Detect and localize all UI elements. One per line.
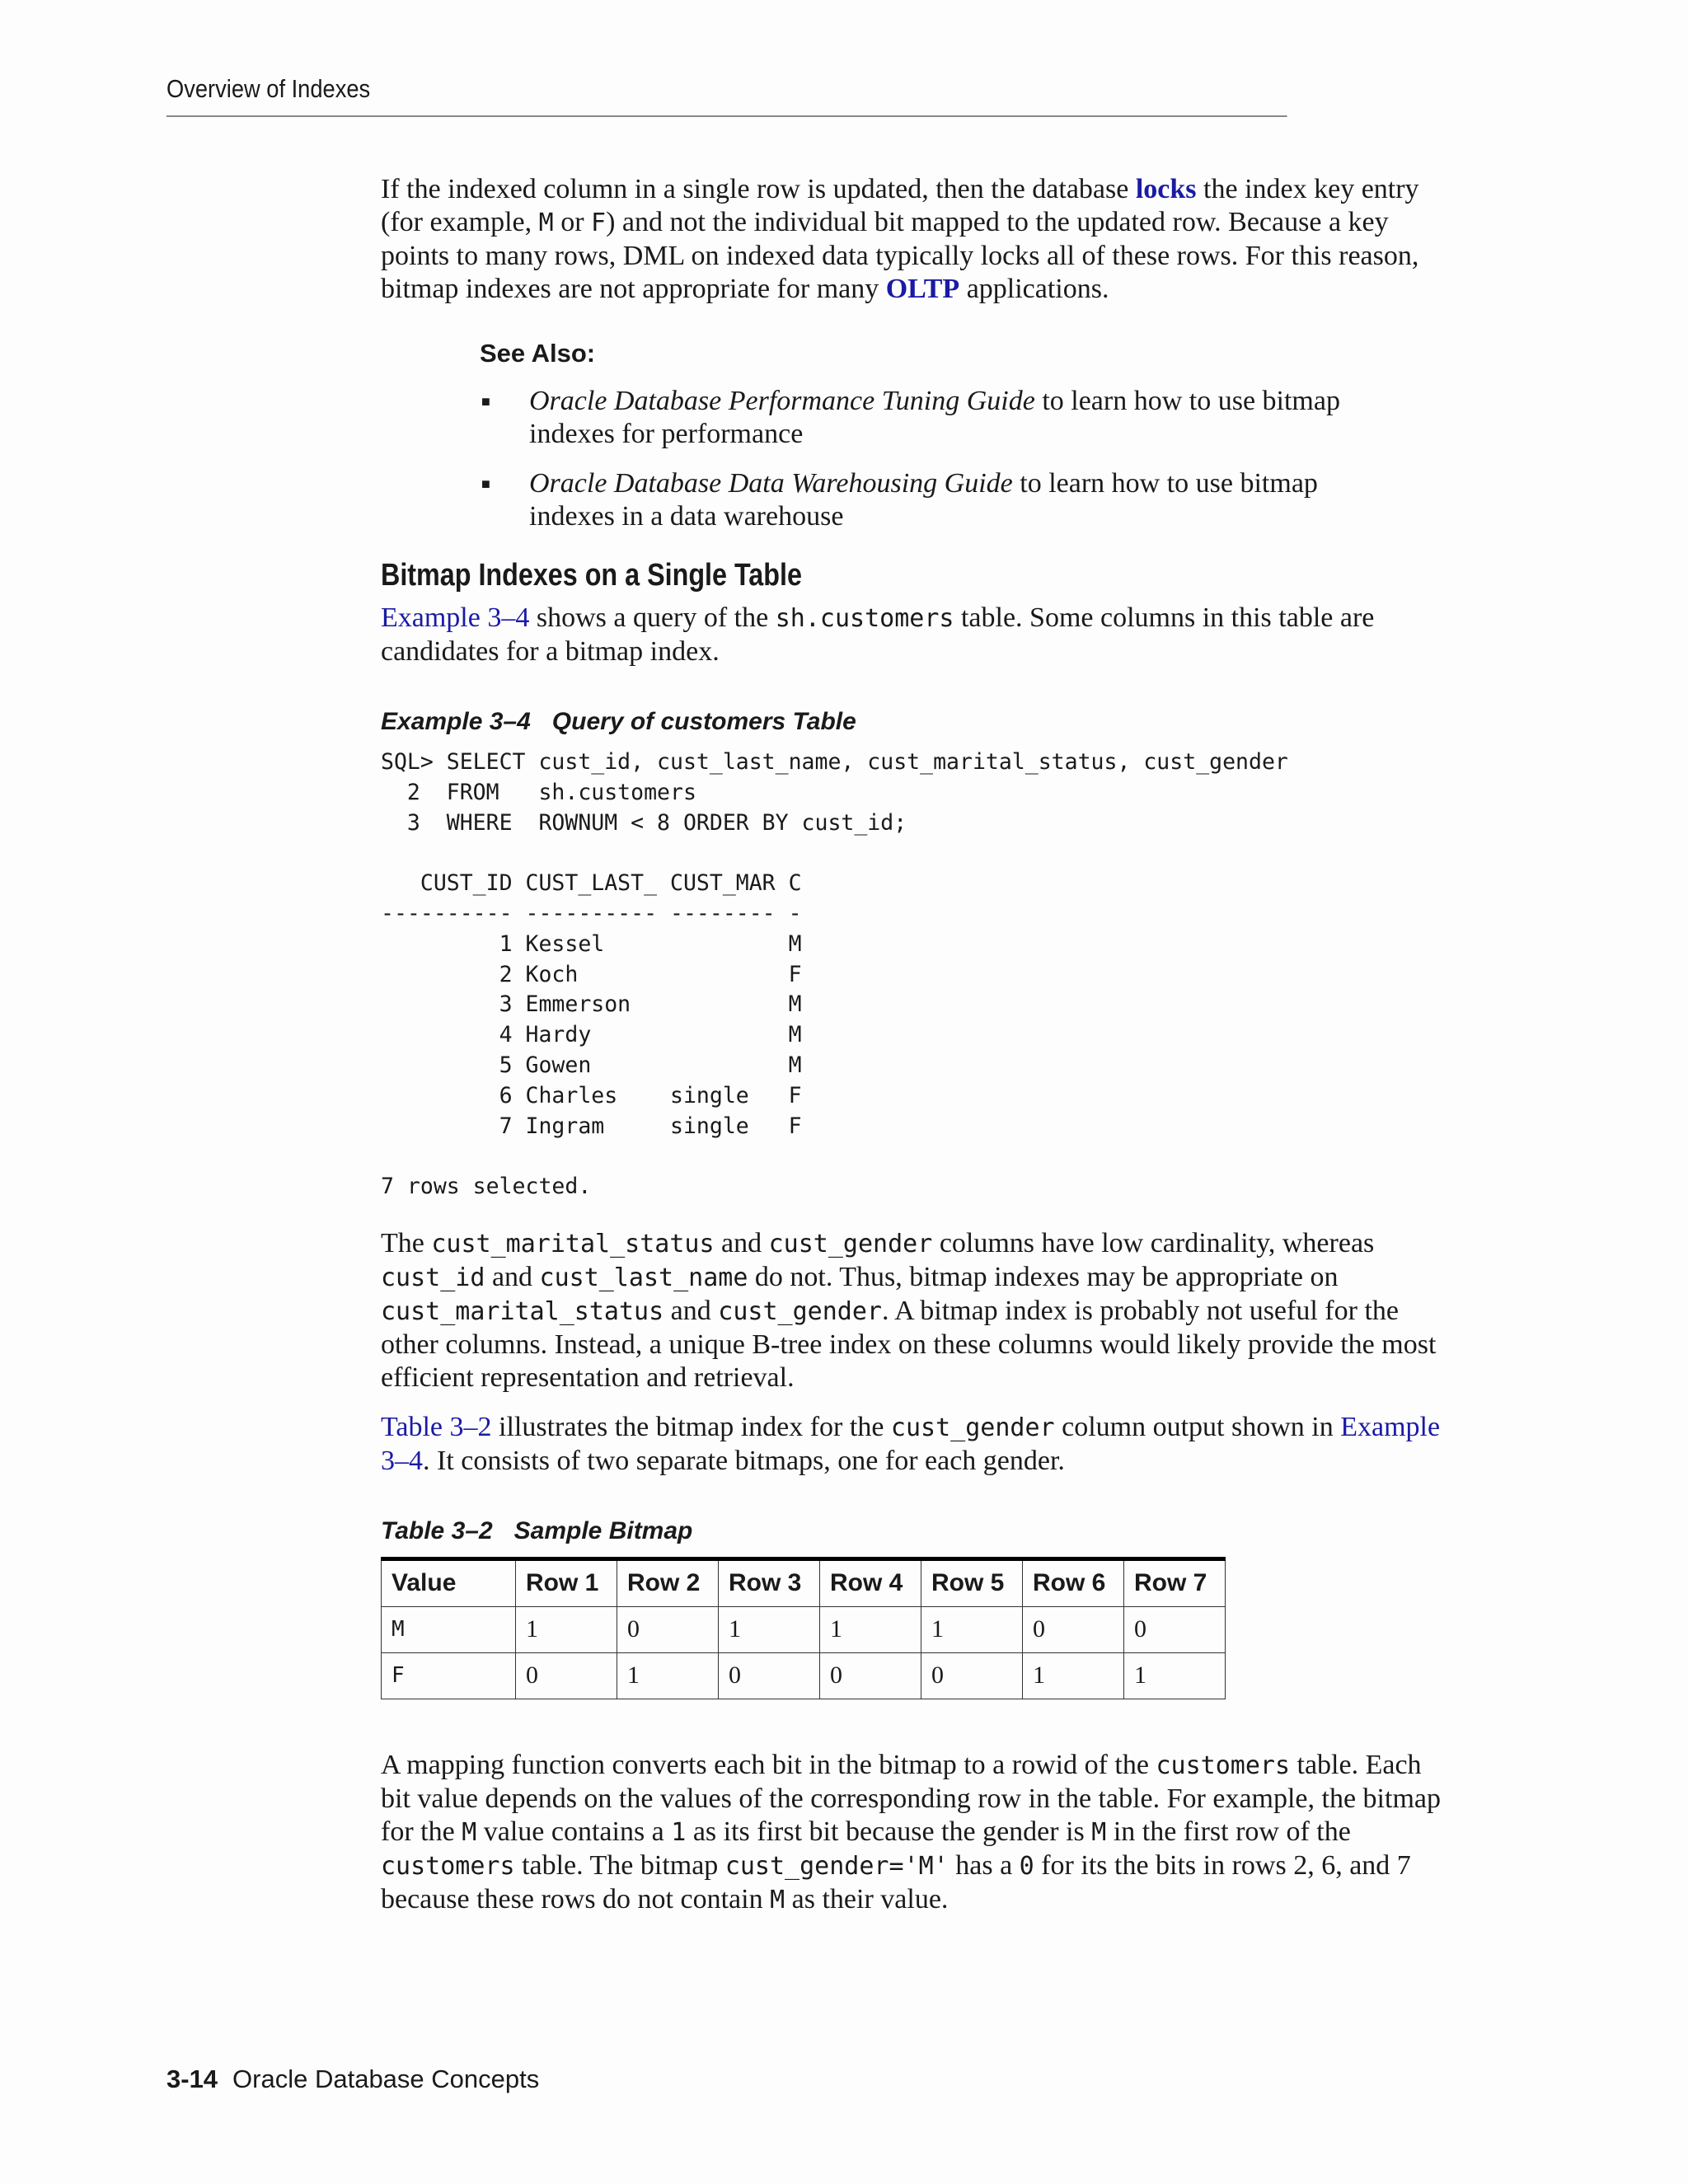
bit-cell: 0 — [617, 1606, 719, 1652]
bit-cell: 1 — [921, 1606, 1023, 1652]
see-also-title[interactable]: Oracle Database Performance Tuning Guide — [529, 386, 1035, 416]
bit-cell: 1 — [1023, 1652, 1124, 1699]
mapping-paragraph: A mapping function converts each bit in the bitmap to a rowid of the customers table. Each bit value depends on the values of the corresponding row in the table. For example, the bitmap for the M value contains a 1 as its first bit because the gender is M in the first row of the customers table. The bitmap cust_gender='M' has a 0 for its the bits in rows 2, 6, and 7 because these rows do not contain M as their value. — [381, 1749, 1441, 1915]
see-also-box — [480, 339, 1444, 533]
bit-cell: 1 — [516, 1606, 617, 1652]
bit-cell: 0 — [1124, 1606, 1226, 1652]
locks-link[interactable]: locks — [1135, 174, 1197, 204]
value-cell: M — [382, 1606, 516, 1652]
bullet-icon: ■ — [481, 476, 490, 492]
section-heading: Bitmap Indexes on a Single Table — [381, 558, 802, 593]
table-link[interactable]: Table 3–2 — [381, 1411, 492, 1442]
table-reference-paragraph: Table 3–2 illustrates the bitmap index for the cust_gender column output shown in Example 3–4. It consists of two separate bitmaps, one for each gender. — [381, 1411, 1441, 1476]
section-paragraph: Example 3–4 shows a query of the sh.customers table. Some columns in this table are candidates for a bitmap index. — [381, 602, 1375, 667]
oltp-link[interactable]: OLTP — [885, 274, 960, 304]
see-also-title[interactable]: Oracle Database Data Warehousing Guide — [529, 468, 1013, 499]
sample-bitmap-table — [381, 1557, 1226, 1699]
cardinality-paragraph: The cust_marital_status and cust_gender columns have low cardinality, whereas cust_id and cust_last_name do not. Thus, bitmap indexes may be appropriate on cust_marital_status and cust_gender. A bitmap index is probably not useful for the other columns. Instead, a unique B-tree index on these columns would likely provide the most efficient representation and retrieval. — [381, 1227, 1437, 1393]
table-row — [382, 1652, 1226, 1699]
column-header: Row 2 — [617, 1558, 719, 1606]
book-title: Oracle Database Concepts — [232, 2064, 540, 2093]
bit-cell: 1 — [1124, 1652, 1226, 1699]
see-also-item: ■ Oracle Database Data Warehousing Guide to learn how to use bitmap indexes in a data warehouse — [481, 468, 1318, 532]
column-header: Row 5 — [921, 1558, 1023, 1606]
bit-cell: 0 — [719, 1652, 820, 1699]
see-also-heading: See Also: — [480, 339, 596, 368]
example-link[interactable]: Example 3–4 — [381, 602, 530, 633]
bit-cell: 1 — [617, 1652, 719, 1699]
bullet-icon: ■ — [481, 393, 490, 410]
column-header: Value — [382, 1558, 516, 1606]
example-caption: Example 3–4 Query of customers Table — [381, 708, 856, 735]
page-footer — [166, 2064, 539, 2094]
column-header: Row 7 — [1124, 1558, 1226, 1606]
bit-cell: 0 — [1023, 1606, 1124, 1652]
bit-cell: 0 — [516, 1652, 617, 1699]
page-number: 3-14 — [166, 2064, 218, 2093]
column-header: Row 6 — [1023, 1558, 1124, 1606]
page-content — [381, 173, 1444, 1933]
table-caption: Table 3–2 Sample Bitmap — [381, 1516, 693, 1544]
code-example: SQL> SELECT cust_id, cust_last_name, cust_marital_status, cust_gender 2 FROM sh.customers 3 WHERE ROWNUM < 8 ORDER BY cust_id; CUST_ID CUST_LAST_ CUST_MAR C ---------- ---------- -------- - 1 Kessel M 2 Koch F 3 Emmerson M 4 Hardy M 5 Gowen M 6 Charles single F 7 Ingram single F 7 rows selected. — [381, 749, 1288, 1200]
column-header: Row 3 — [719, 1558, 820, 1606]
bit-cell: 0 — [921, 1652, 1023, 1699]
bit-cell: 1 — [719, 1606, 820, 1652]
value-cell: F — [382, 1652, 516, 1699]
running-header: Overview of Indexes — [166, 74, 1287, 117]
bit-cell: 1 — [820, 1606, 921, 1652]
see-also-list — [480, 385, 1444, 533]
intro-paragraph: If the indexed column in a single row is updated, then the database locks the index key entry (for example, M or F) and not the individual bit mapped to the updated row. Because a key points to many rows, DML on indexed data typically locks all of these rows. For this reason, bitmap indexes are not appropriate for many OLTP applications. — [381, 174, 1419, 304]
see-also-item: ■ Oracle Database Performance Tuning Guide to learn how to use bitmap indexes for performance — [481, 386, 1340, 449]
column-header: Row 4 — [820, 1558, 921, 1606]
bit-cell: 0 — [820, 1652, 921, 1699]
table-header-row — [382, 1558, 1226, 1606]
example-link[interactable]: Example 3–4 — [381, 1411, 1441, 1476]
table-row — [382, 1606, 1226, 1652]
column-header: Row 1 — [516, 1558, 617, 1606]
